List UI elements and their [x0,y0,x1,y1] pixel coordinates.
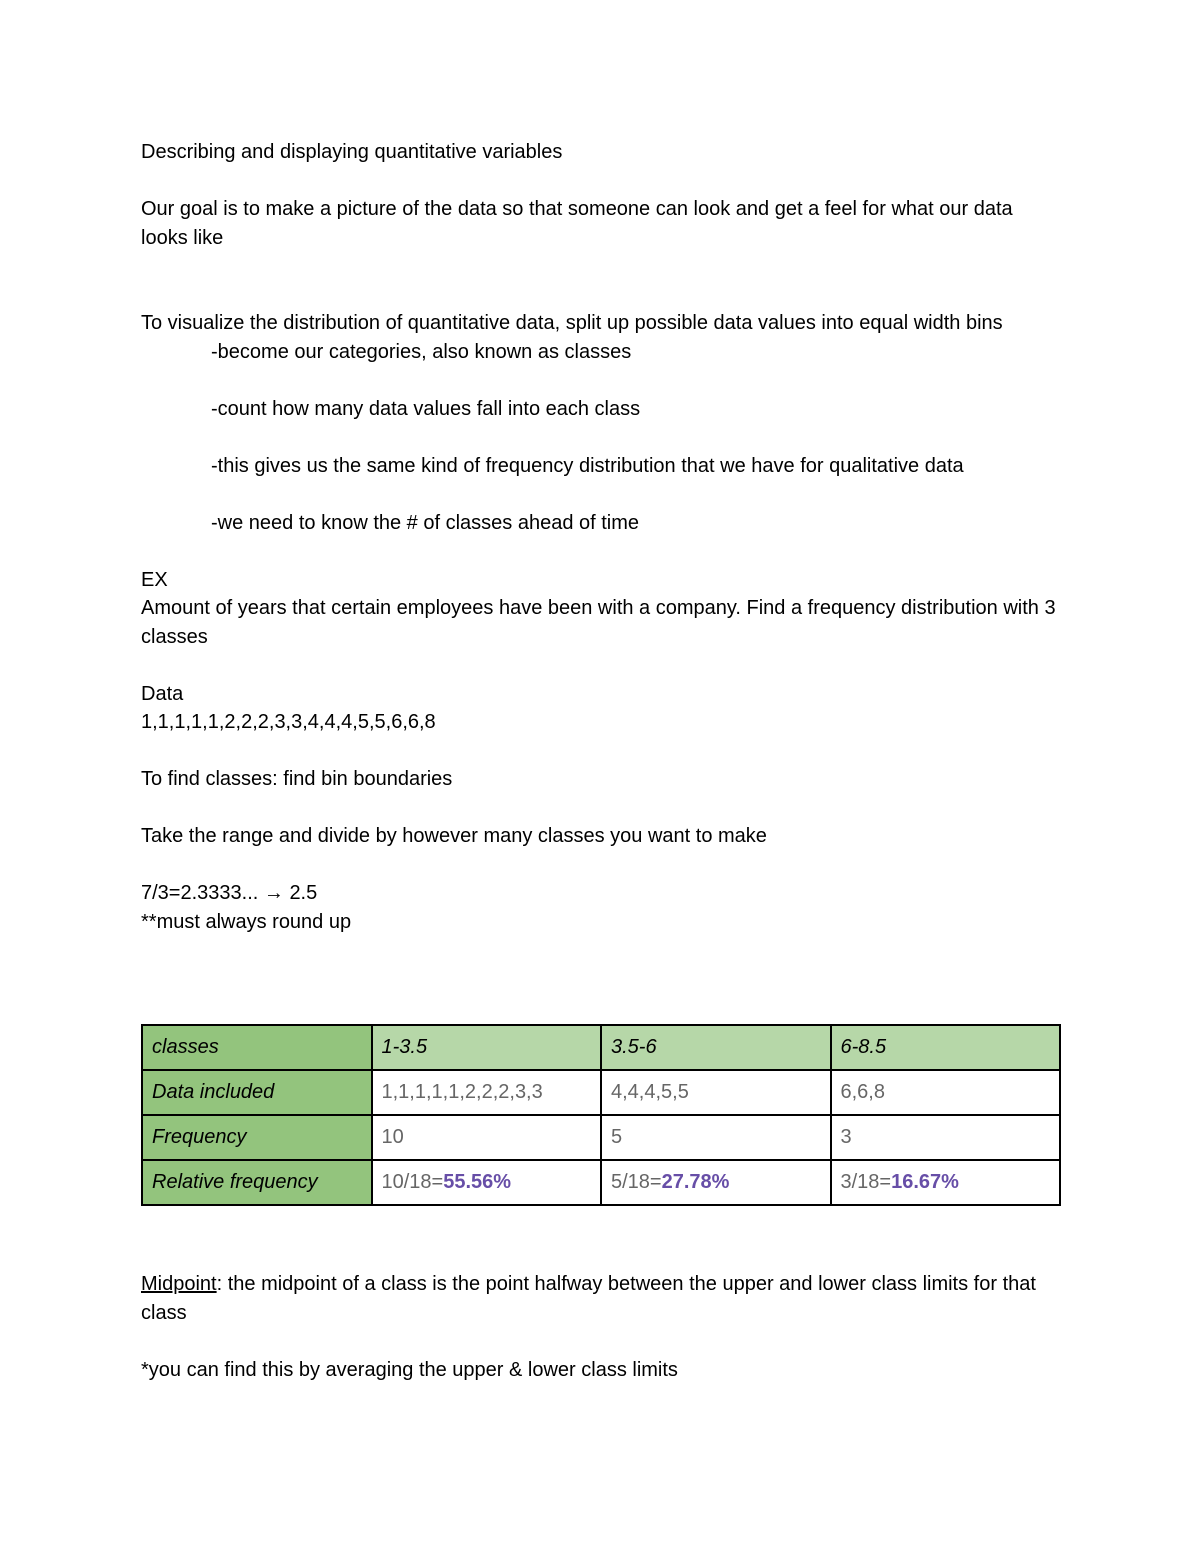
data-label: Data [141,682,184,705]
table-row-relative-frequency [142,1160,1060,1205]
spacer [141,480,1061,509]
relative-frequency-fraction: 5/18= [611,1171,662,1193]
spacer [141,851,1061,880]
spacer [141,1327,1061,1356]
round-up-note: **must always round up [141,910,352,933]
spacer [141,651,1061,680]
frequency-cell: 3 [831,1115,1061,1160]
data-included-cell: 1,1,1,1,1,2,2,2,3,3 [372,1070,602,1115]
range-step-text: Take the range and divide by however many classes you want to make [141,825,767,847]
relative-frequency-cell [372,1160,602,1205]
spacer [141,366,1061,395]
example-label: EX [141,568,168,591]
midpoint-term: Midpoint [141,1273,217,1295]
spacer [141,252,1061,281]
relative-frequency-cell [831,1160,1061,1205]
notes-body [141,138,1061,936]
row-label-frequency: Frequency [142,1115,372,1160]
data-values: 1,1,1,1,1,2,2,2,3,3,4,4,4,5,5,6,6,8 [141,711,436,733]
relative-frequency-fraction: 10/18= [381,1171,444,1193]
midpoint-definition [141,1270,1061,1327]
relative-frequency-cell [601,1160,831,1205]
visualize-paragraph: To visualize the distribution of quantitative data, split up possible data values into equal width bins [141,312,1003,334]
example-description: Amount of years that certain employees have been with a company. Find a frequency distribution with 3 classes [141,597,1056,648]
table-row-frequency [142,1115,1060,1160]
bullet-count: -count how many data values fall into each class [211,397,641,420]
bullet-classes: -become our categories, also known as classes [211,340,632,363]
class-cell: 1-3.5 [372,1025,602,1070]
midpoint-tip: *you can find this by averaging the upper & lower class limits [141,1358,678,1381]
frequency-cell: 5 [601,1115,831,1160]
spacer [141,281,1061,310]
relative-frequency-percent: 55.56% [443,1171,512,1193]
midpoint-definition-text: : the midpoint of a class is the point halfway between the upper and lower class limits for that class [141,1273,1036,1324]
table-row-classes [142,1025,1060,1070]
page-title: Describing and displaying quantitative variables [141,141,563,163]
spacer [141,794,1061,823]
frequency-cell: 10 [372,1115,602,1160]
row-label-classes: classes [142,1025,372,1070]
relative-frequency-fraction: 3/18= [840,1171,892,1193]
relative-frequency-percent: 16.67% [891,1171,959,1193]
calculation-text: 7/3=2.3333... → 2.5 [141,882,318,904]
midpoint-section [141,1270,1061,1384]
frequency-distribution-table [141,1024,1061,1206]
spacer [141,423,1061,452]
spacer [141,737,1061,766]
bullet-frequency-distribution: -this gives us the same kind of frequency distribution that we have for qualitative data [211,454,964,477]
data-included-cell: 6,6,8 [831,1070,1061,1115]
data-included-cell: 4,4,4,5,5 [601,1070,831,1115]
spacer [141,537,1061,566]
bullet-number-of-classes: -we need to know the # of classes ahead of time [211,511,640,534]
find-classes-text: To find classes: find bin boundaries [141,768,453,790]
row-label-relative-frequency: Relative frequency [142,1160,372,1205]
relative-frequency-percent: 27.78% [661,1171,730,1193]
class-cell: 3.5-6 [601,1025,831,1070]
spacer [141,167,1061,196]
goal-paragraph: Our goal is to make a picture of the data so that someone can look and get a feel for what our data looks like [141,198,1013,249]
table-row-data-included [142,1070,1060,1115]
row-label-data-included: Data included [142,1070,372,1115]
class-cell: 6-8.5 [831,1025,1061,1070]
